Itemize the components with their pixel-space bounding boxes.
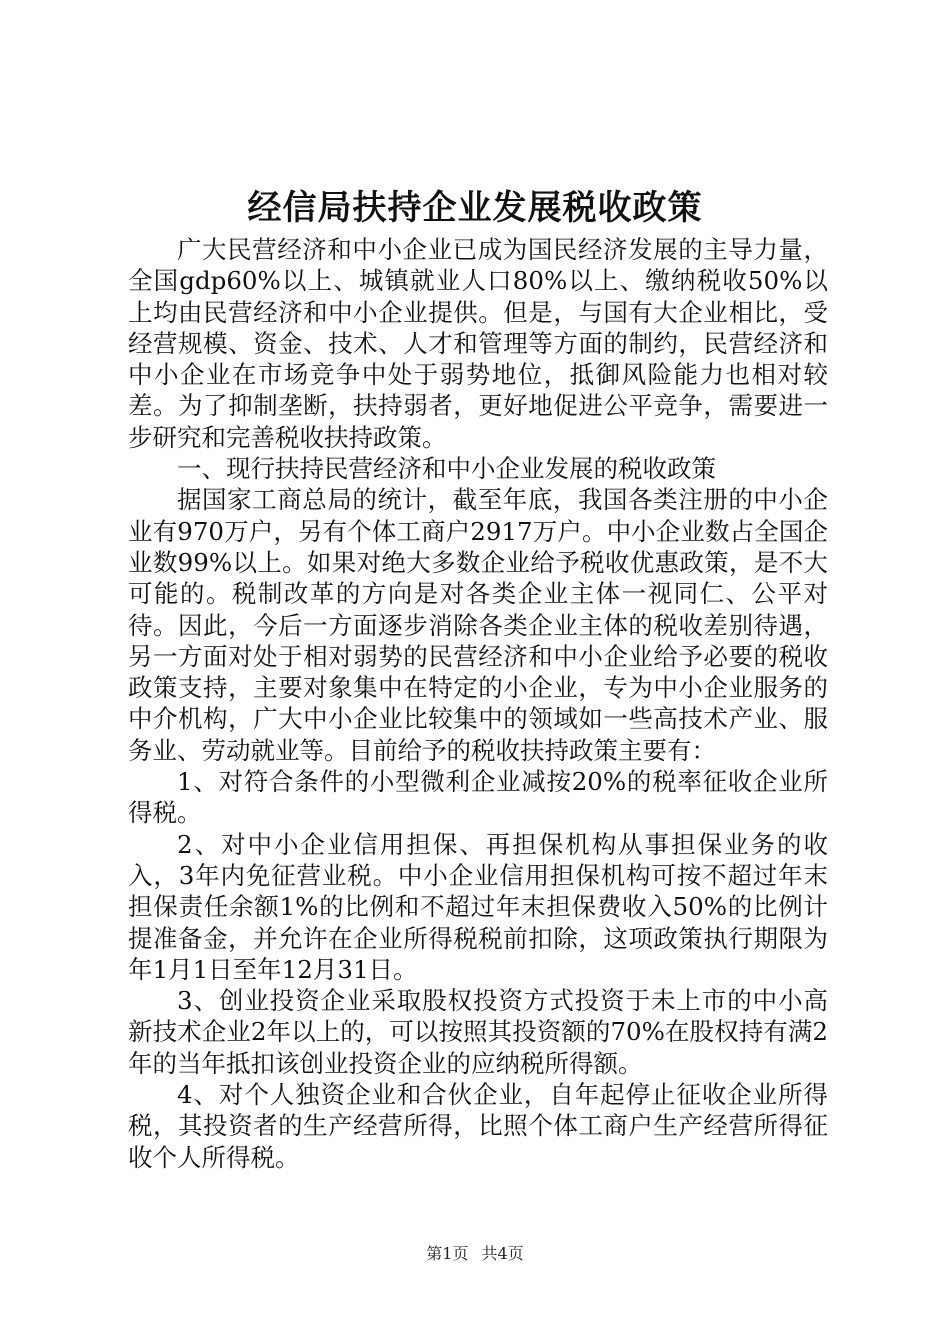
policy-item-4: 4、对个人独资企业和合伙企业，自年起停止征收企业所得税，其投资者的生产经营所得，比照个体工商户生产经营所得征收个人所得税。 (128, 1080, 828, 1172)
page-total: 共4页 (481, 1244, 524, 1263)
page-number: 第1页 (426, 1244, 469, 1263)
policy-item-3: 3、创业投资企业采取股权投资方式投资于未上市的中小高新技术企业2年以上的，可以按照其投资额的70%在股权持有满2年的当年抵扣该创业投资企业的应纳税所得额。 (128, 986, 828, 1078)
paragraph-intro: 广大民营经济和中小企业已成为国民经济发展的主导力量，全国gdp60%以上、城镇就业人口80%以上、缴纳税收50%以上均由民营经济和中小企业提供。但是，与国有大企业相比，受经营规模、资金、技术、人才和管理等方面的制约，民营经济和中小企业在市场竞争中处于弱势地位，抵御风险能力也相对较差。为了抑制垄断，扶持弱者，更好地促进公平竞争，需要进一步研究和完善税收扶持政策。 (128, 235, 828, 452)
document-body (128, 234, 828, 1173)
policy-item-1: 1、对符合条件的小型微利企业减按20%的税率征收企业所得税。 (128, 767, 828, 828)
policy-item-2: 2、对中小企业信用担保、再担保机构从事担保业务的收入，3年内免征营业税。中小企业信用担保机构可按不超过年末担保责任余额1%的比例和不超过年末担保费收入50%的比例计提准备金，并允许在企业所得税税前扣除，这项政策执行期限为年1月1日至年12月31日。 (128, 829, 828, 984)
paragraph-statistics: 据国家工商总局的统计，截至年底，我国各类注册的中小企业有970万户，另有个体工商户2917万户。中小企业数占全国企业数99%以上。如果对绝大多数企业给予税收优惠政策，是不大可能的。税制改革的方向是对各类企业主体一视同仁、公平对待。因此，今后一方面逐步消除各类企业主体的税收差别待遇，另一方面对处于相对弱势的民营经济和中小企业给予必要的税收政策支持，主要对象集中在特定的小企业，专为中小企业服务的中介机构，广大中小企业比较集中的领域如一些高技术产业、服务业、劳动就业等。目前给予的税收扶持政策主要有： (128, 485, 828, 765)
document-title: 经信局扶持企业发展税收政策 (247, 188, 703, 228)
page-footer (0, 1243, 950, 1265)
section-heading: 一、现行扶持民营经济和中小企业发展的税收政策 (177, 454, 716, 484)
